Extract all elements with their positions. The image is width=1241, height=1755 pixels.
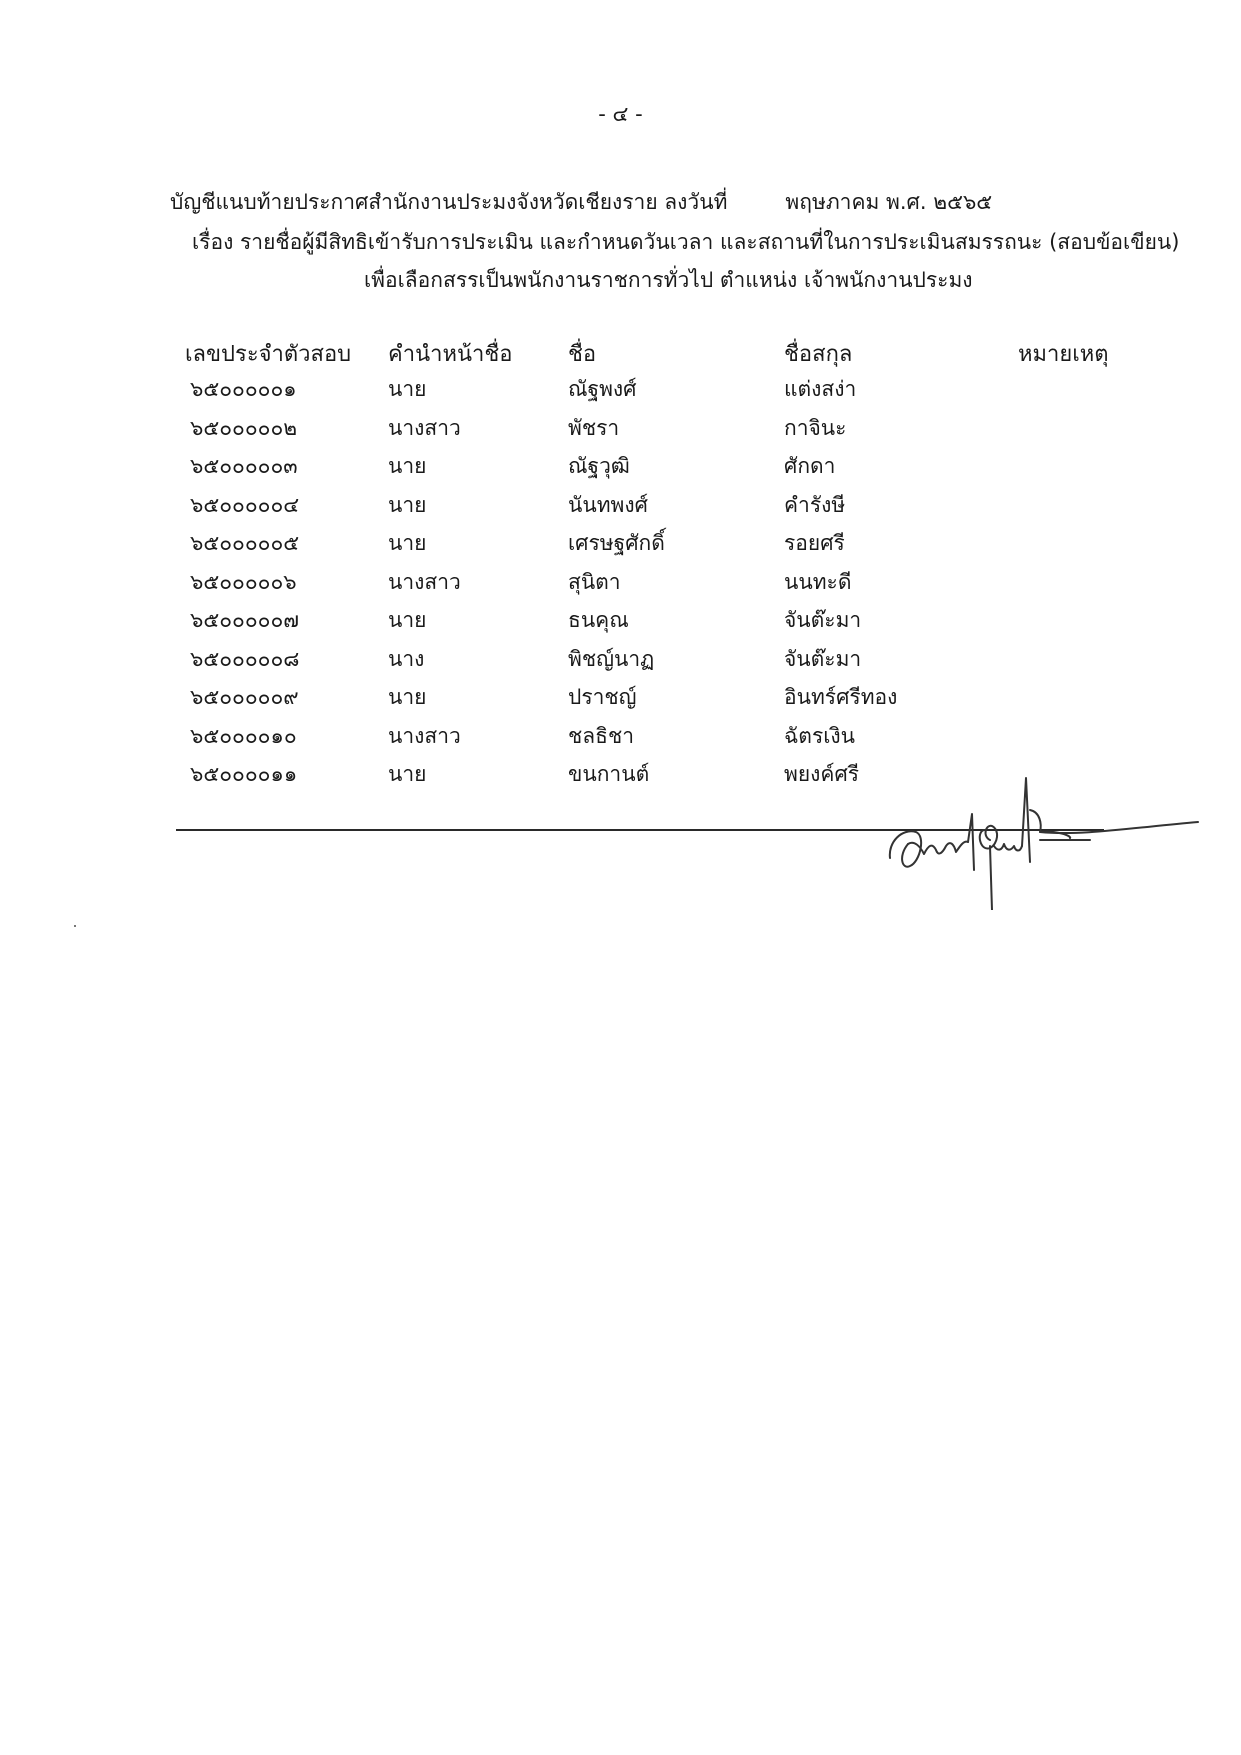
first-name-cell: สุนิตา — [568, 569, 621, 594]
header-remark: หมายเหตุ — [1018, 342, 1109, 367]
first-name-cell: ขนกานต์ — [568, 762, 650, 786]
table-row — [0, 527, 1241, 563]
exam-id-cell: ๖๕๐๐๐๐๐๒ — [190, 415, 298, 440]
header-last-name: ชื่อสกุล — [784, 342, 853, 367]
handwritten-signature-icon — [880, 770, 1210, 910]
title-cell: นางสาว — [388, 569, 461, 594]
first-name-cell: นันทพงศ์ — [568, 492, 648, 517]
title-cell: นาย — [388, 608, 427, 632]
exam-id-cell: ๖๕๐๐๐๐๐๔ — [190, 492, 300, 517]
heading-announcement-title: บัญชีแนบท้ายประกาศสำนักงานประมงจังหวัดเชียงราย ลงวันที่ — [170, 190, 728, 214]
last-name-cell: คำรังษี — [784, 492, 846, 517]
last-name-cell: นนทะดี — [784, 569, 852, 594]
exam-id-cell: ๖๕๐๐๐๐๐๘ — [190, 646, 300, 671]
table-row — [0, 450, 1241, 486]
last-name-cell: กาจินะ — [784, 415, 847, 440]
exam-id-cell: ๖๕๐๐๐๐๐๕ — [190, 531, 300, 555]
scan-artifact-dot — [74, 925, 76, 927]
first-name-cell: ณัฐพงศ์ — [568, 377, 637, 401]
table-row — [0, 373, 1241, 409]
last-name-cell: จันต๊ะมา — [784, 646, 862, 671]
exam-id-cell: ๖๕๐๐๐๐๐๙ — [190, 685, 299, 709]
page-number: - ๔ - — [598, 102, 643, 126]
title-cell: นาย — [388, 531, 427, 555]
first-name-cell: ชลธิชา — [568, 723, 634, 748]
last-name-cell: แต่งสง่า — [784, 377, 857, 401]
table-row — [0, 412, 1241, 448]
last-name-cell: จันต๊ะมา — [784, 608, 862, 632]
title-cell: นาย — [388, 377, 427, 401]
title-cell: นาง — [388, 646, 425, 671]
title-cell: นางสาว — [388, 723, 461, 748]
table-row — [0, 643, 1241, 679]
exam-id-cell: ๖๕๐๐๐๐๐๑ — [190, 377, 297, 401]
exam-id-cell: ๖๕๐๐๐๐๐๓ — [190, 454, 298, 478]
table-row — [0, 604, 1241, 640]
exam-id-cell: ๖๕๐๐๐๐๑๐ — [190, 723, 297, 748]
table-row — [0, 720, 1241, 756]
first-name-cell: ธนคุณ — [568, 608, 629, 632]
title-cell: นาย — [388, 685, 427, 709]
first-name-cell: ณัฐวุฒิ — [568, 454, 630, 478]
heading-line-1 — [170, 186, 992, 219]
last-name-cell: อินทร์ศรีทอง — [784, 685, 898, 709]
title-cell: นาย — [388, 762, 427, 786]
last-name-cell: ศักดา — [784, 454, 836, 478]
table-row — [0, 489, 1241, 525]
last-name-cell: ฉัตรเงิน — [784, 723, 856, 748]
table-row — [0, 566, 1241, 602]
table-header — [0, 336, 1241, 372]
heading-date: พฤษภาคม พ.ศ. ๒๕๖๕ — [785, 190, 993, 214]
title-cell: นาย — [388, 492, 427, 517]
header-first-name: ชื่อ — [568, 342, 597, 367]
header-title: คำนำหน้าชื่อ — [388, 342, 513, 367]
exam-id-cell: ๖๕๐๐๐๐๐๖ — [190, 569, 297, 594]
exam-id-cell: ๖๕๐๐๐๐๐๗ — [190, 608, 300, 632]
title-cell: นางสาว — [388, 415, 461, 440]
first-name-cell: เศรษฐศักดิ์ — [568, 531, 665, 555]
heading-line-2: เรื่อง รายชื่อผู้มีสิทธิเข้ารับการประเมิน และกำหนดวันเวลา และสถานที่ในการประเมินสมรรถนะ (สอบข้อเขียน) — [192, 230, 1180, 254]
exam-id-cell: ๖๕๐๐๐๐๑๑ — [190, 762, 298, 786]
heading-line-3: เพื่อเลือกสรรเป็นพนักงานราชการทั่วไป ตำแหน่ง เจ้าพนักงานประมง — [364, 268, 973, 292]
last-name-cell: รอยศรี — [784, 531, 845, 555]
first-name-cell: พิชญ์นาฏ — [568, 646, 655, 671]
last-name-cell: พยงค์ศรี — [784, 762, 860, 786]
header-exam-id: เลขประจำตัวสอบ — [185, 342, 352, 367]
first-name-cell: พัชรา — [568, 415, 620, 440]
title-cell: นาย — [388, 454, 427, 478]
table-row — [0, 681, 1241, 717]
first-name-cell: ปราชญ์ — [568, 685, 637, 709]
